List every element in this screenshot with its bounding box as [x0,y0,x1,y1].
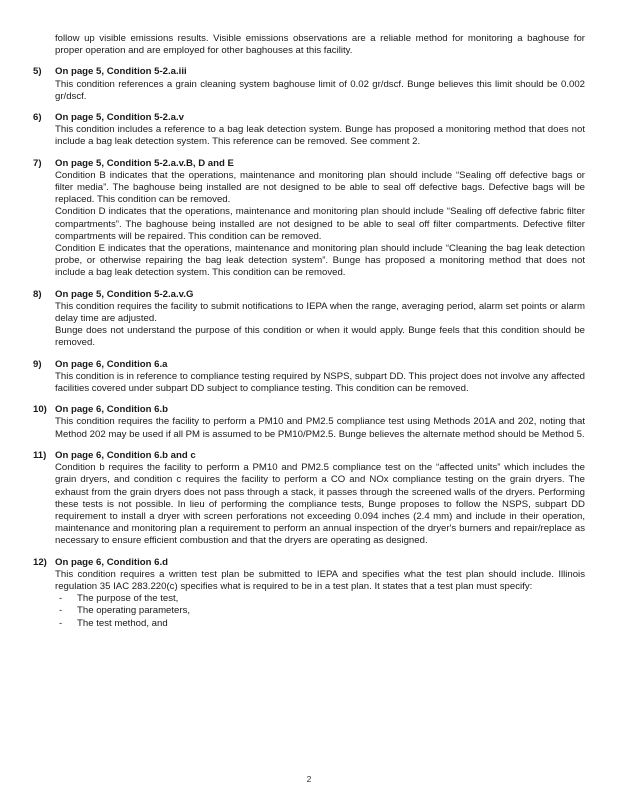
comment-paragraph: Condition E indicates that the operations, maintenance and monitoring plan should include “Cleaning the bag leak detection probe, or otherwise repairing the bag leak detection system”. Bunge has proposed a monitoring method that does not include a bag leak detection system. This condition can be removed. [55,243,585,279]
comment-heading [33,359,585,371]
list-item [59,593,585,605]
test-plan-list [59,593,585,630]
comment-number: 9) [33,358,42,370]
comment-title: On page 5, Condition 5-2.a.v.G [55,288,194,300]
comment-title: On page 6, Condition 6.a [55,358,168,370]
comment-heading [33,158,585,170]
comment-body [55,301,585,350]
comment-body [55,124,585,148]
comment-item-8 [33,289,585,350]
page-number: 2 [306,774,312,784]
comment-title: On page 6, Condition 6.b [55,404,168,416]
comment-paragraph: Condition B indicates that the operations, maintenance and monitoring plan should include “Sealing off defective bags or filter media”. The baghouse being installed are not designed to be able to seal off defective bags. Defective bags will be replaced. This condition can be removed. [55,169,585,206]
comment-paragraph: This condition is in reference to compliance testing required by NSPS, subpart DD. This project does not involve any affected facilities covered under subpart DD subject to compliance testing. This condition can be removed. [55,370,585,395]
dash-bullet: - [59,605,63,617]
document-body [33,33,585,639]
comment-paragraph: This condition requires a written test plan be submitted to IEPA and specifies what the test plan should include. Illinois regulation 35 IAC 283.220(c) specifies what is required to be in a test plan. It states that a test plan must specify: [55,568,585,592]
comment-item-10 [33,404,585,441]
list-item [59,605,585,617]
list-item [59,618,585,630]
comment-item-9 [33,359,585,396]
comment-item-11 [33,450,585,548]
comment-paragraph: Condition b requires the facility to perform a PM10 and PM2.5 compliance test on the “affected units” which includes the grain dryers, and condition c requires the facility to perform a CO and NOx compliance testing on the grain dryers. The exhaust from the grain dryers does not pass through a stack, it passes through the screened walls of the dryers. Performing these tests is not possible. In lieu of performing the compliance tests, Bunge proposes to follow the NSPS, subpart DD requirement to install a dryer with screen perforations not exceeding 0.094 inches (2.4 mm) and include in their operation, maintenance and monitoring plan a requirement to perform an annual inspection of the dryer's burners and repair/replace as necessary to ensure efficient combustion and that the dryers are operating as designed. [55,462,585,547]
comment-body [55,569,585,630]
comment-number: 12) [33,556,47,568]
comment-title: On page 6, Condition 6.b and c [55,449,196,461]
comment-body [55,462,585,547]
dash-bullet: - [59,617,63,629]
comment-number: 11) [33,449,47,461]
list-item-text: The operating parameters, [77,605,191,617]
comment-item-7 [33,158,585,280]
comment-heading [33,112,585,124]
comment-paragraph: This condition requires the facility to perform a PM10 and PM2.5 compliance test using Methods 201A and 202, noting that Method 202 may be used if all PM is assumed to be PM10/PM2.5. Bunge believes the alternate method should be Method 5. [55,416,585,440]
comment-paragraph: Bunge does not understand the purpose of this condition or when it would apply. Bunge feels that this condition should be removed. [55,325,585,349]
comment-item-5 [33,66,585,103]
comment-number: 5) [33,66,42,78]
comment-body [55,416,585,440]
comment-heading [33,404,585,416]
comment-heading [33,66,585,78]
comment-paragraph: Condition D indicates that the operations, maintenance and monitoring plan should include “Sealing off defective fabric filter compartments”. The baghouse being installed are not designed to be able to seal off filter compartments. Defective filter compartments will be repaired. This condition can be removed. [55,206,585,242]
comment-item-12 [33,557,585,630]
comment-heading [33,450,585,462]
comment-heading [33,557,585,569]
comment-item-6 [33,112,585,149]
comment-paragraph: This condition references a grain cleaning system baghouse limit of 0.02 gr/dscf. Bunge believes this limit should be 0.002 gr/dscf. [55,78,585,102]
comment-paragraph: This condition includes a reference to a bag leak detection system. Bunge has proposed a monitoring method that does not include a bag leak detection system. This reference can be removed. See comment 2. [55,124,585,148]
comment-title: On page 5, Condition 5-2.a.v [55,112,185,124]
comment-number: 7) [33,157,42,169]
comment-title: On page 5, Condition 5-2.a.iii [55,66,187,78]
comment-paragraph: This condition requires the facility to submit notifications to IEPA when the range, averaging period, alarm set points or alarm delay time are adjusted. [55,300,585,325]
list-item-text: The purpose of the test, [77,593,179,605]
comment-title: On page 6, Condition 6.d [55,556,168,568]
comment-number: 6) [33,112,42,124]
comment-number: 10) [33,404,47,416]
comment-heading [33,289,585,301]
lead-paragraph: follow up visible emissions results. Visible emissions observations are a reliable method for monitoring a baghouse for proper operation and are employed for other baghouses at this facility. [55,33,585,57]
comment-title: On page 5, Condition 5-2.a.v.B, D and E [55,157,234,169]
comment-body [55,371,585,395]
comment-body [55,79,585,103]
list-item-text: The test method, and [77,617,168,629]
comment-body [55,170,585,280]
comment-number: 8) [33,288,42,300]
dash-bullet: - [59,593,63,605]
